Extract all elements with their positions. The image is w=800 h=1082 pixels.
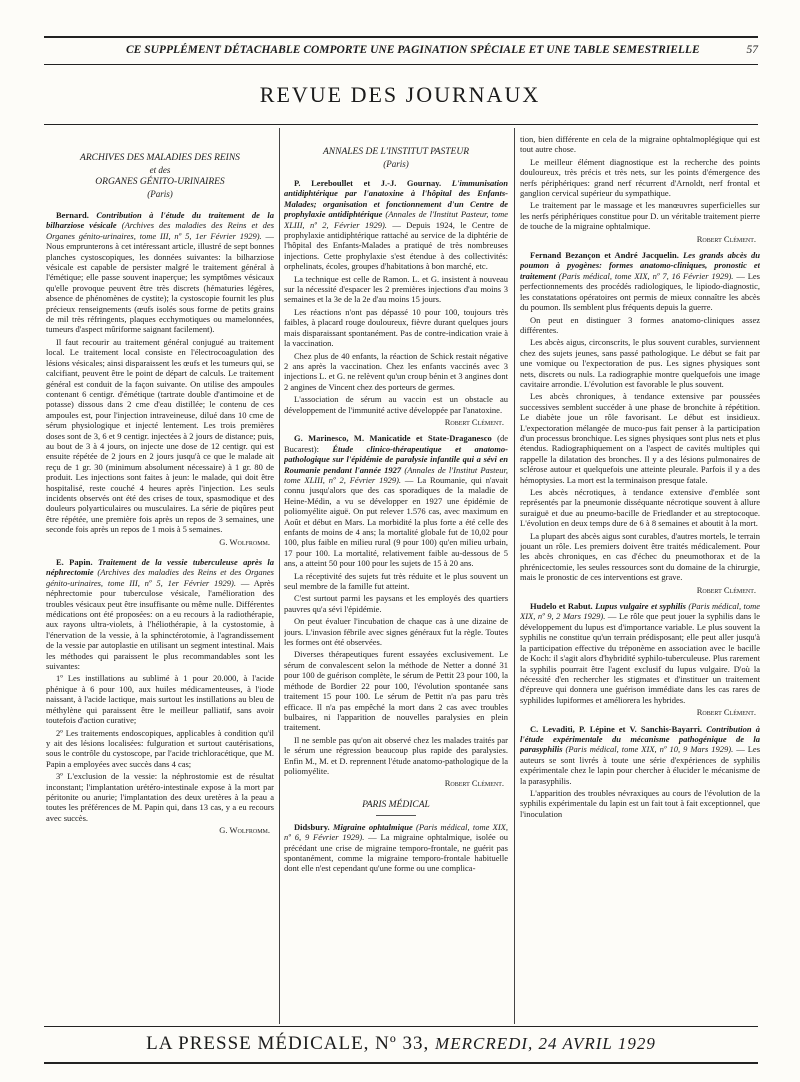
article-author: Didsbury.	[294, 821, 330, 832]
bottom-rule	[44, 1062, 758, 1064]
top-rule	[44, 36, 758, 38]
article-paragraph: 1º Les instillations au sublimé à 1 pour 20.000, à l'acide phénique à 6 pour 100, aux huiles médicamenteuses, à l'iode naissant, à l'acide lactique, mais surtout les instillations au bleu de méthylène qui paraissent être le meilleur palliatif, sans avoir toutefois d'action curative;	[46, 673, 274, 726]
article-signature: G. Wolfromm.	[219, 536, 270, 547]
section-place: (Paris)	[383, 159, 409, 169]
article-paragraph: La réceptivité des sujets fut très réduite et le plus souvent un seul membre de la famille fut atteint.	[284, 570, 508, 592]
footer-rule	[44, 1026, 758, 1027]
section-line-1: ANNALES DE L'INSTITUT PASTEUR	[322, 147, 470, 157]
article-author: P. Lereboullet et J.-J. Gournay.	[294, 178, 442, 188]
article-signature: Robert Clément.	[696, 707, 756, 718]
article-author: Fernand Bezançon et André Jacquelin.	[530, 250, 679, 261]
section-line-3: ORGANES GÉNITO-URINAIRES	[95, 177, 225, 187]
article-signature: Robert Clément.	[444, 416, 504, 427]
article-title: Les grands abcès du poumon à pyogènes: formes anatomo-cliniques, pronostic et traitement	[520, 250, 760, 281]
article-title: Lupus vulgaire et syphilis	[595, 601, 686, 612]
article-paragraph: Les abcès chroniques, à tendance extensive par poussées successives semblent succéder à une phase de bronchite à répétition. Le diabète joue un rôle favorisant. Le début est insidieux. L'expectoration mélangée de muco-pus fait penser à la participation d'un processus bronchique. Les signes physiques sont plus nets et plus étendus. Radiographiquement on a l'aspect de cavités multiples qui rappelle la dilatation des bronches. Il y a des lésions pulmonaires de sclérose autour et quelquefois une atteinte pleurale. Parfois il y a des hémoptysies. La mort est la terminaison presque fatale.	[520, 391, 760, 485]
article-paragraph: — Les auteurs se sont livrés à toute une série d'expériences de syphilis expérimentale chez le lapin pour chercher à élucider le mécanisme de la parasyphilis.	[520, 744, 760, 786]
article-paragraph: L'association de sérum au vaccin est un obstacle au développement de l'immunité active développée par l'anatoxine.	[284, 394, 508, 415]
article-paragraph: Les réactions n'ont pas dépassé 10 pour 100, toujours très faibles, à placard rouge douloureux, fièvre durant quelques jours mais disparaissant spontanément. Pas de contre-indication vraie à la vaccination.	[284, 306, 508, 349]
article-paragraph: Le traitement par le massage et les manœuvres superficielles sur les nerfs périphériques constitue pour D. un véritable traitement pierre de touche de la migraine ophtalmique.	[520, 200, 760, 232]
article-title: Étude clinico-thérapeutique et anatomo-pathologique sur l'épidémie de paralysie infantile qui a sévi en Roumanie pendant l'année 1927	[284, 443, 508, 475]
article-paragraph: — La migraine ophtalmique, isolée ou précédant une crise de migraine temporo-frontale, ne guérit pas spontanément, comme la migraine temporo-frontale habituelle dont elle n'est cependant qu'une forme ou une complica-	[284, 832, 508, 874]
article-paragraph: 3º L'exclusion de la vessie: la néphrostomie est de résultat inconstant; l'implantation urétéro-intestinale expose à la mort par péritonite ou anurie; l'implantation des deux uretères à la peau a toutes les préférences de M. Papin qui, dans 13 cas, y a eu recours avec succès.	[46, 771, 274, 823]
article-paragraph: On peut en distinguer 3 formes anatomo-cliniques assez différentes.	[520, 314, 760, 335]
article-paragraph: L'apparition des troubles névraxiques au cours de l'évolution de la syphilis expérimentale du lapin est un fait tout à fait exceptionnel, que l'inoculation	[520, 787, 760, 819]
section-heading-archives	[46, 152, 274, 200]
section-line-1: ARCHIVES DES MALADIES DES REINS	[80, 153, 240, 163]
column-divider-1	[279, 128, 280, 1024]
article-paragraph: La technique est celle de Ramon. L. et G. insistent à nouveau sur la nécessité d'espacer les 2 premières injections d'au moins 3 semaines et la 3e de la 2e d'au moins 15 jours.	[284, 273, 508, 305]
section-place: (Paris)	[147, 189, 173, 199]
article-author: E. Papin.	[56, 557, 93, 567]
article-paragraph: 2º Les traitements endoscopiques, applicables à condition qu'il y ait des lésions localisées: fulguration et surtout cautérisations, sous le contrôle du cystoscope, par l'acide trichloracétique, que M. Papin a employées avec succès dans 4 cas;	[46, 727, 274, 769]
article-paragraph: C'est surtout parmi les paysans et les employés des quartiers pauvres qu'a sévi l'épidémie.	[284, 593, 508, 614]
article-paragraph: Il ne semble pas qu'on ait observé chez les malades traités par le sérum une régression beaucoup plus rapide des paralysies. Enfin M., M. et D. reprennent l'étude anatomo-pathologique de la poliomyélite.	[284, 734, 508, 776]
article-title: Migraine ophtalmique	[332, 821, 413, 832]
article-paragraph: — Nous emprunterons à cet intéressant article, illustré de sept bonnes planches cystoscopiques, les données suivantes: la bilharziose vésicale est capable de persister malgré le traitement général à l'émétique; elle passe souvent inaperçue; les symptômes vésicaux qu'elle provoque peuvent être très discrets (hématuries légères, absence de phénomènes de cystite); la cystoscopie fournit les plus précieux renseignements (œufs isolés sous forme de petits grains de mil très réfringents, plaques ecchymotiques ou mamelonnées, tumeurs d'aspect mûriforme saignant facilement).	[46, 230, 274, 335]
page-title: REVUE DES JOURNAUX	[259, 82, 541, 107]
article-didsbury	[284, 822, 508, 874]
section-heading-pasteur	[284, 146, 508, 170]
article-didsbury-continued	[520, 134, 760, 244]
article-paragraph: — Les perfectionnements des procédés radiologiques, le lipiodo-diagnostic, les constatations opératoires ont permis de mieux connaître les abcès du poumon. Ils semblent plus fréquents depuis la guerre.	[520, 270, 760, 313]
article-title: L'immunisation antidiphtérique par l'anatoxine à l'hôpital des Enfants-Malades; organisation et fonctionnement d'un Centre de prophylaxie antidiphtérique	[284, 178, 508, 220]
article-paragraph: Chez plus de 40 enfants, la réaction de Schick restait négative 2 ans après la vaccination. Chez les enfants vaccinés avec 3 injections L. et G. ne relèvent qu'un croup bénin et 3 angines dont 2 angines de Vincent chez des porteurs de germes.	[284, 350, 508, 392]
column-divider-2	[514, 128, 515, 1024]
article-source: (Paris médical, tome XIX, nº 10, 9 Mars 1929).	[565, 744, 734, 755]
article-bernard	[46, 210, 274, 547]
article-paragraph: Le meilleur élément diagnostique est la recherche des points douloureux, très précis et très nets, sur les points d'émergence des nerfs périphériques: grand nerf récurrent d'Arnoldt, nerf frontal et ganglion cervical supérieur du sympathique.	[520, 156, 760, 199]
article-source: (Annales de l'Institut Pasteur, tome XLIII, nº 2, Février 1929).	[284, 209, 508, 230]
footer	[44, 1033, 758, 1057]
article-title: Contribution à l'étude expérimentale du mécanisme pathogénique de la parasyphilis	[520, 723, 760, 755]
footer-journal: LA PRESSE MÉDICALE, Nº 33,	[146, 1033, 430, 1054]
article-paragraph: tion, bien différente en cela de la migraine ophtalmoplégique qui est tout autre chose.	[520, 134, 760, 155]
column-1	[46, 134, 274, 1020]
article-signature: G. Wolfromm.	[219, 825, 270, 836]
article-signature: Robert Clément.	[444, 778, 504, 789]
article-title: Traitement de la vessie tuberculeuse après la néphrectomie	[46, 557, 274, 578]
article-source: (Archives des maladies des Reins et des Organes génito-urinaires, tome III, nº 5, 1er Février 1929).	[46, 567, 274, 588]
article-source: (Paris médical, tome XIX, nº 9, 2 Mars 1929).	[520, 601, 760, 622]
article-paragraph: Il faut recourir au traitement général conjugué au traitement local. Le traitement local consiste en l'électrocoagulation des lésions vésicales; ainsi disparaissent les œufs et les tumeurs qui, se calcifiant, peuvent être le point de départ de calculs. Le traitement général est conduit de la façon suivante. On utilise des ampoules contenant 6 centigr. d'émétique (tartrate double d'antimoine et de potasse) dissous dans 2 cme d'eau distillée; le contenu de ces ampoules est, pour l'injection intraveineuse, dilué dans 10 cme de sérum physiologique et injecté lentement. Les trois premières doses sont de 3, 6 et 9 centigr. injectées à 2 jours de distance; puis, au bout de 3 à 4 jours, on injecte une dose de 12 centigr. qui est ensuite répétée de 2 jours en 2 jours jusqu'à ce que le malade ait reçu de 1 gr. 30 (minimum absolument nécessaire) à 1 gr. 80 de produit. Les injections sont faites à jeun: le malade, qui doit être hospitalisé, reste couché 4 heures après l'injection. Les seuls incidents observés ont été des crises de toux, spasmodique et des douleurs polyarticulaires ou musculaires. La série de piqûres peut être répétée, une première fois après un repos de 3 semaines, une seconde fois après un repos de 1 mois à 5 semaines.	[46, 336, 274, 535]
article-paragraph: — Depuis 1924, le Centre de prophylaxie antidiphtérique rattaché au service de la diphtérie de l'hôpital des Enfants-Malades a pratiqué de très nombreuses injections. Cette prophylaxie s'est étendue à des collectivités: orphelinats, écoles, groupes d'habitations à bon marché, etc.	[284, 219, 508, 272]
page-number: 57	[746, 44, 758, 56]
footer-date: MERCREDI, 24 AVRIL 1929	[435, 1034, 656, 1053]
article-author: Bernard.	[56, 210, 89, 220]
article-paragraph: — Après néphrectomie pour tuberculose vésicale, l'amélioration des troubles vésicaux peut être insuffisante ou même nulle. Différentes médications ont été proposées: on a eu recours à la radiothérapie, aux rayons ultra-violets, à l'héliothérapie, à la cystostomie, à l'énervation de la vessie, à la sphinctérotomie, à l'agrandissement de la vessie par autoplastie en utilisant un segment intestinal. Mais les méthodes qui paraissent le plus recommandables sont les suivantes:	[46, 577, 274, 672]
section-line-1: PARIS MÉDICAL	[362, 799, 430, 810]
article-title: Contribution à l'étude du traitement de la bilharziose vésicale	[46, 210, 274, 231]
article-place: (de Bucarest):	[284, 433, 508, 454]
header-rule	[44, 64, 758, 65]
article-author: Hudelo et Rabut.	[530, 601, 593, 612]
article-source: (Annales de l'Institut Pasteur, tome XLIII, nº 2, Février 1929).	[284, 464, 508, 485]
article-author: C. Levaditi, P. Lépine et V. Sanchis-Bayarri.	[530, 723, 703, 734]
column-3	[520, 134, 760, 1020]
article-paragraph: On peut évaluer l'incubation de chaque cas à une dizaine de jours. L'invasion fébrile avec signes généraux fut la règle. Toutes les formes ont été observées.	[284, 616, 508, 648]
article-marinesco	[284, 433, 508, 788]
section-line-2: et des	[149, 165, 171, 175]
column-2	[284, 134, 508, 1020]
article-source: (Paris médical, tome XIX, nº 7, 16 Février 1929).	[558, 270, 734, 281]
article-paragraph: — La Roumanie, qui n'avait connu jusqu'alors que des cas sporadiques de la maladie de Heine-Médin, a vu se développer en 1927 une épidémie de poliomyélite aiguë. On put relever 1.576 cas, avec maximum en Août et début en Mars. La morbidité la plus forte a été celle des enfants de moins de 4 ans; la mortalité globale fut de 10,02 pour 100, plus faible en milieu rural (9 pour 100) qu'en milieu urbain, 17 pour 100. La mortalité, relativement faible au-dessous de 5 ans, a atteint 50 pour 100 pour les sujets de 15 à 20 ans.	[284, 474, 508, 569]
title-rule	[44, 124, 758, 125]
article-source: (Paris médical, tome XIX, nº 6, 9 Février 1929).	[284, 821, 508, 843]
article-hudelo	[520, 601, 760, 717]
article-paragraph: — Le rôle que peut jouer la syphilis dans le développement du lupus est d'importance variable. Le plus souvent la syphilis ne constitue qu'un terrain prédisposant; elle peut aller jusqu'à la participation effective du tréponème en association avec le bacille de Koch: il s'agit alors d'hybridité syphilo-tuberculeuse. Plus rarement la syphilis pourrait être l'agent exclusif du lupus vulgaire. D'où la nécessité d'en rechercher les stigmates et d'instituer un traitement d'épreuve qui donnera une guérison immédiate dans les cas rares de syphilides lupiformes et améliorera les hybrides.	[520, 611, 760, 705]
article-paragraph: Les abcès nécrotiques, à tendance extensive d'emblée sont représentés par la pneumonie disséquante nécrotique souvent à allure suraiguë et due au pneumo-bacille de Friedlander et au streptocoque. L'évolution en deux temps dure de 6 à 8 semaines et aboutit à la mort.	[520, 487, 760, 529]
section-separator	[376, 815, 416, 816]
article-signature: Robert Clément.	[696, 233, 756, 244]
article-levaditi	[520, 724, 760, 820]
article-bezancon	[520, 250, 760, 595]
article-lereboullet	[284, 178, 508, 427]
article-source: (Archives des maladies des Reins et des Organes génito-urinaires, tome III, nº 5, 1er Février 1929).	[46, 220, 274, 241]
article-paragraph: Les abcès aigus, circonscrits, le plus souvent curables, surviennent chez des sujets jeunes, sans passé pathologique. Le début se fait par une vomique ou l'expectoration de pus. Les signes physiques sont nets, discrets ou nuls. La radiographie montre quelquefois une image cavitaire arrondie. L'évolution est favorable le plus souvent.	[520, 337, 760, 389]
running-head	[44, 44, 758, 60]
article-paragraph: Diverses thérapeutiques furent essayées exclusivement. Le sérum de convalescent selon la méthode de Netter a donné 31 pour 100 de guérison complète, le sérum de Pettit 23 pour 100, la méthode de Bordier 22 pour 100, l'évolution spontanée sans traitement 15 pour 100. Le sérum de Pettit n'a pas paru très efficace. Il n'a pas empêché la mort dans 2 cas avec troubles bulbaires, ni l'apparition de nouvelles paralysies en plein traitement.	[284, 649, 508, 733]
article-paragraph: La plupart des abcès aigus sont curables, d'autres mortels, le terrain jouant un rôle. Les premiers doivent être traités médicalement. Pour les abcès chroniques, en cas d'échec du pneumothorax et de la phrénicectomie, les seules ressources sont du domaine de la chirurgie, mais le pronostic de ces interventions est grave.	[520, 530, 760, 583]
article-signature: Robert Clément.	[696, 584, 756, 595]
article-papin	[46, 557, 274, 836]
article-author: G. Marinesco, M. Manicatide et State-Draganesco	[294, 433, 492, 444]
running-head-text: CE SUPPLÉMENT DÉTACHABLE COMPORTE UNE PAGINATION SPÉCIALE ET UNE TABLE SEMESTRIELLE	[126, 44, 700, 56]
section-heading-paris-medical	[284, 799, 508, 811]
